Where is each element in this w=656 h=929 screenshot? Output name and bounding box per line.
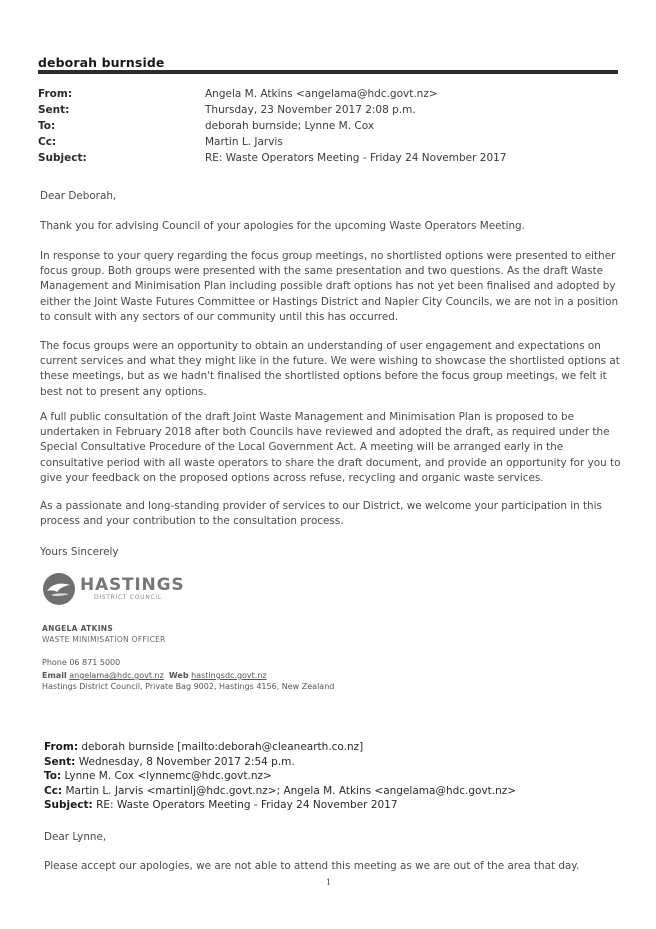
signature-contact bbox=[42, 671, 267, 680]
signature-email-link[interactable]: angelama@hdc.govt.nz bbox=[69, 671, 164, 680]
forwarded-greeting: Dear Lynne, bbox=[44, 831, 107, 843]
from-value: Angela M. Atkins <angelama@hdc.govt.nz> bbox=[205, 88, 438, 100]
fwd-row-to: To: Lynne M. Cox <lynnemc@hdc.govt.nz> bbox=[44, 770, 272, 782]
fwd-row-sent: Sent: Wednesday, 8 November 2017 2:54 p.m. bbox=[44, 755, 295, 768]
cc-label: Cc: bbox=[38, 136, 57, 148]
header-row-sent bbox=[38, 102, 598, 118]
council-logo bbox=[42, 572, 442, 606]
signature-name: ANGELA ATKINS bbox=[42, 624, 114, 633]
signature-phone: Phone 06 871 5000 bbox=[42, 658, 121, 667]
to-value: deborah burnside; Lynne M. Cox bbox=[205, 120, 375, 132]
from-label: From: bbox=[38, 88, 73, 100]
greeting: Dear Deborah, bbox=[40, 190, 117, 202]
header-row-to bbox=[38, 118, 598, 134]
logo-wordmark: HASTINGS bbox=[80, 575, 185, 595]
header-rule bbox=[38, 70, 618, 74]
cc-value: Martin L. Jarvis bbox=[205, 136, 283, 148]
sent-value: Thursday, 23 November 2017 2:08 p.m. bbox=[205, 104, 416, 116]
subject-value: RE: Waste Operators Meeting - Friday 24 November 2017 bbox=[205, 152, 507, 164]
email-header bbox=[38, 86, 598, 166]
forwarded-header bbox=[44, 740, 604, 813]
signature-address: Hastings District Council, Private Bag 9002, Hastings 4156, New Zealand bbox=[42, 682, 335, 691]
paragraph-4: A full public consultation of the draft Joint Waste Management and Minimisation Plan is proposed to be undertaken in February 2018 after both Councils have reviewed and adopted the draft, as required under the Special Consultative Procedure of the Local Government Act. A meeting will be arranged early in the consultative period with all waste operators to share the draft document, and provide an opportunity for you to give your feedback on the proposed options across refuse, recycling and organic waste services. bbox=[40, 411, 621, 484]
signature-web-link[interactable]: hastingsdc.govt.nz bbox=[191, 671, 267, 680]
signature-title: WASTE MINIMISATION OFFICER bbox=[42, 635, 166, 644]
closing: Yours Sincerely bbox=[40, 546, 119, 558]
fwd-row-cc: Cc: Martin L. Jarvis <martinlj@hdc.govt.nz>; Angela M. Atkins <angelama@hdc.govt.nz> bbox=[44, 784, 517, 797]
fwd-row-from: From: deborah burnside [mailto:deborah@cleanearth.co.nz] bbox=[44, 741, 364, 753]
email-label: Email bbox=[42, 671, 67, 680]
mailbox-owner-name: deborah burnside bbox=[38, 55, 165, 70]
hastings-logo-icon bbox=[42, 572, 76, 606]
header-row-subject bbox=[38, 150, 598, 166]
to-label: To: bbox=[38, 120, 56, 132]
fwd-row-subject: Subject: RE: Waste Operators Meeting - Friday 24 November 2017 bbox=[44, 799, 398, 811]
web-label: Web bbox=[168, 671, 189, 680]
logo-subtitle: DISTRICT COUNCIL bbox=[94, 594, 162, 601]
subject-label: Subject: bbox=[38, 152, 87, 164]
paragraph-3: The focus groups were an opportunity to obtain an understanding of user engagement and expectations on current services and what they might like in the future. We were wishing to showcase the shortlisted options at these meetings, but as we hadn't finalised the shortlisted options before the focus group meetings, we felt it best not to present any options. bbox=[40, 340, 620, 398]
paragraph-2: In response to your query regarding the focus group meetings, no shortlisted options were presented to either focus group. Both groups were presented with the same presentation and two questions. As the draft Waste Management and Minimisation Plan including possible draft options has not yet been finalised and adopted by either the Joint Waste Futures Committee or Hastings District and Napier City Councils, we are not in a position to consult with any sectors of our community until this has occurred. bbox=[40, 250, 619, 323]
header-row-from bbox=[38, 86, 598, 102]
page-number: 1 bbox=[326, 878, 332, 887]
sent-label: Sent: bbox=[38, 104, 70, 116]
forwarded-paragraph-1: Please accept our apologies, we are not able to attend this meeting as we are out of the area that day. bbox=[44, 860, 580, 872]
paragraph-1: Thank you for advising Council of your apologies for the upcoming Waste Operators Meeting. bbox=[40, 220, 525, 232]
header-row-cc bbox=[38, 134, 598, 150]
paragraph-5: As a passionate and long-standing provider of services to our District, we welcome your participation in this process and your contribution to the consultation process. bbox=[40, 500, 602, 528]
